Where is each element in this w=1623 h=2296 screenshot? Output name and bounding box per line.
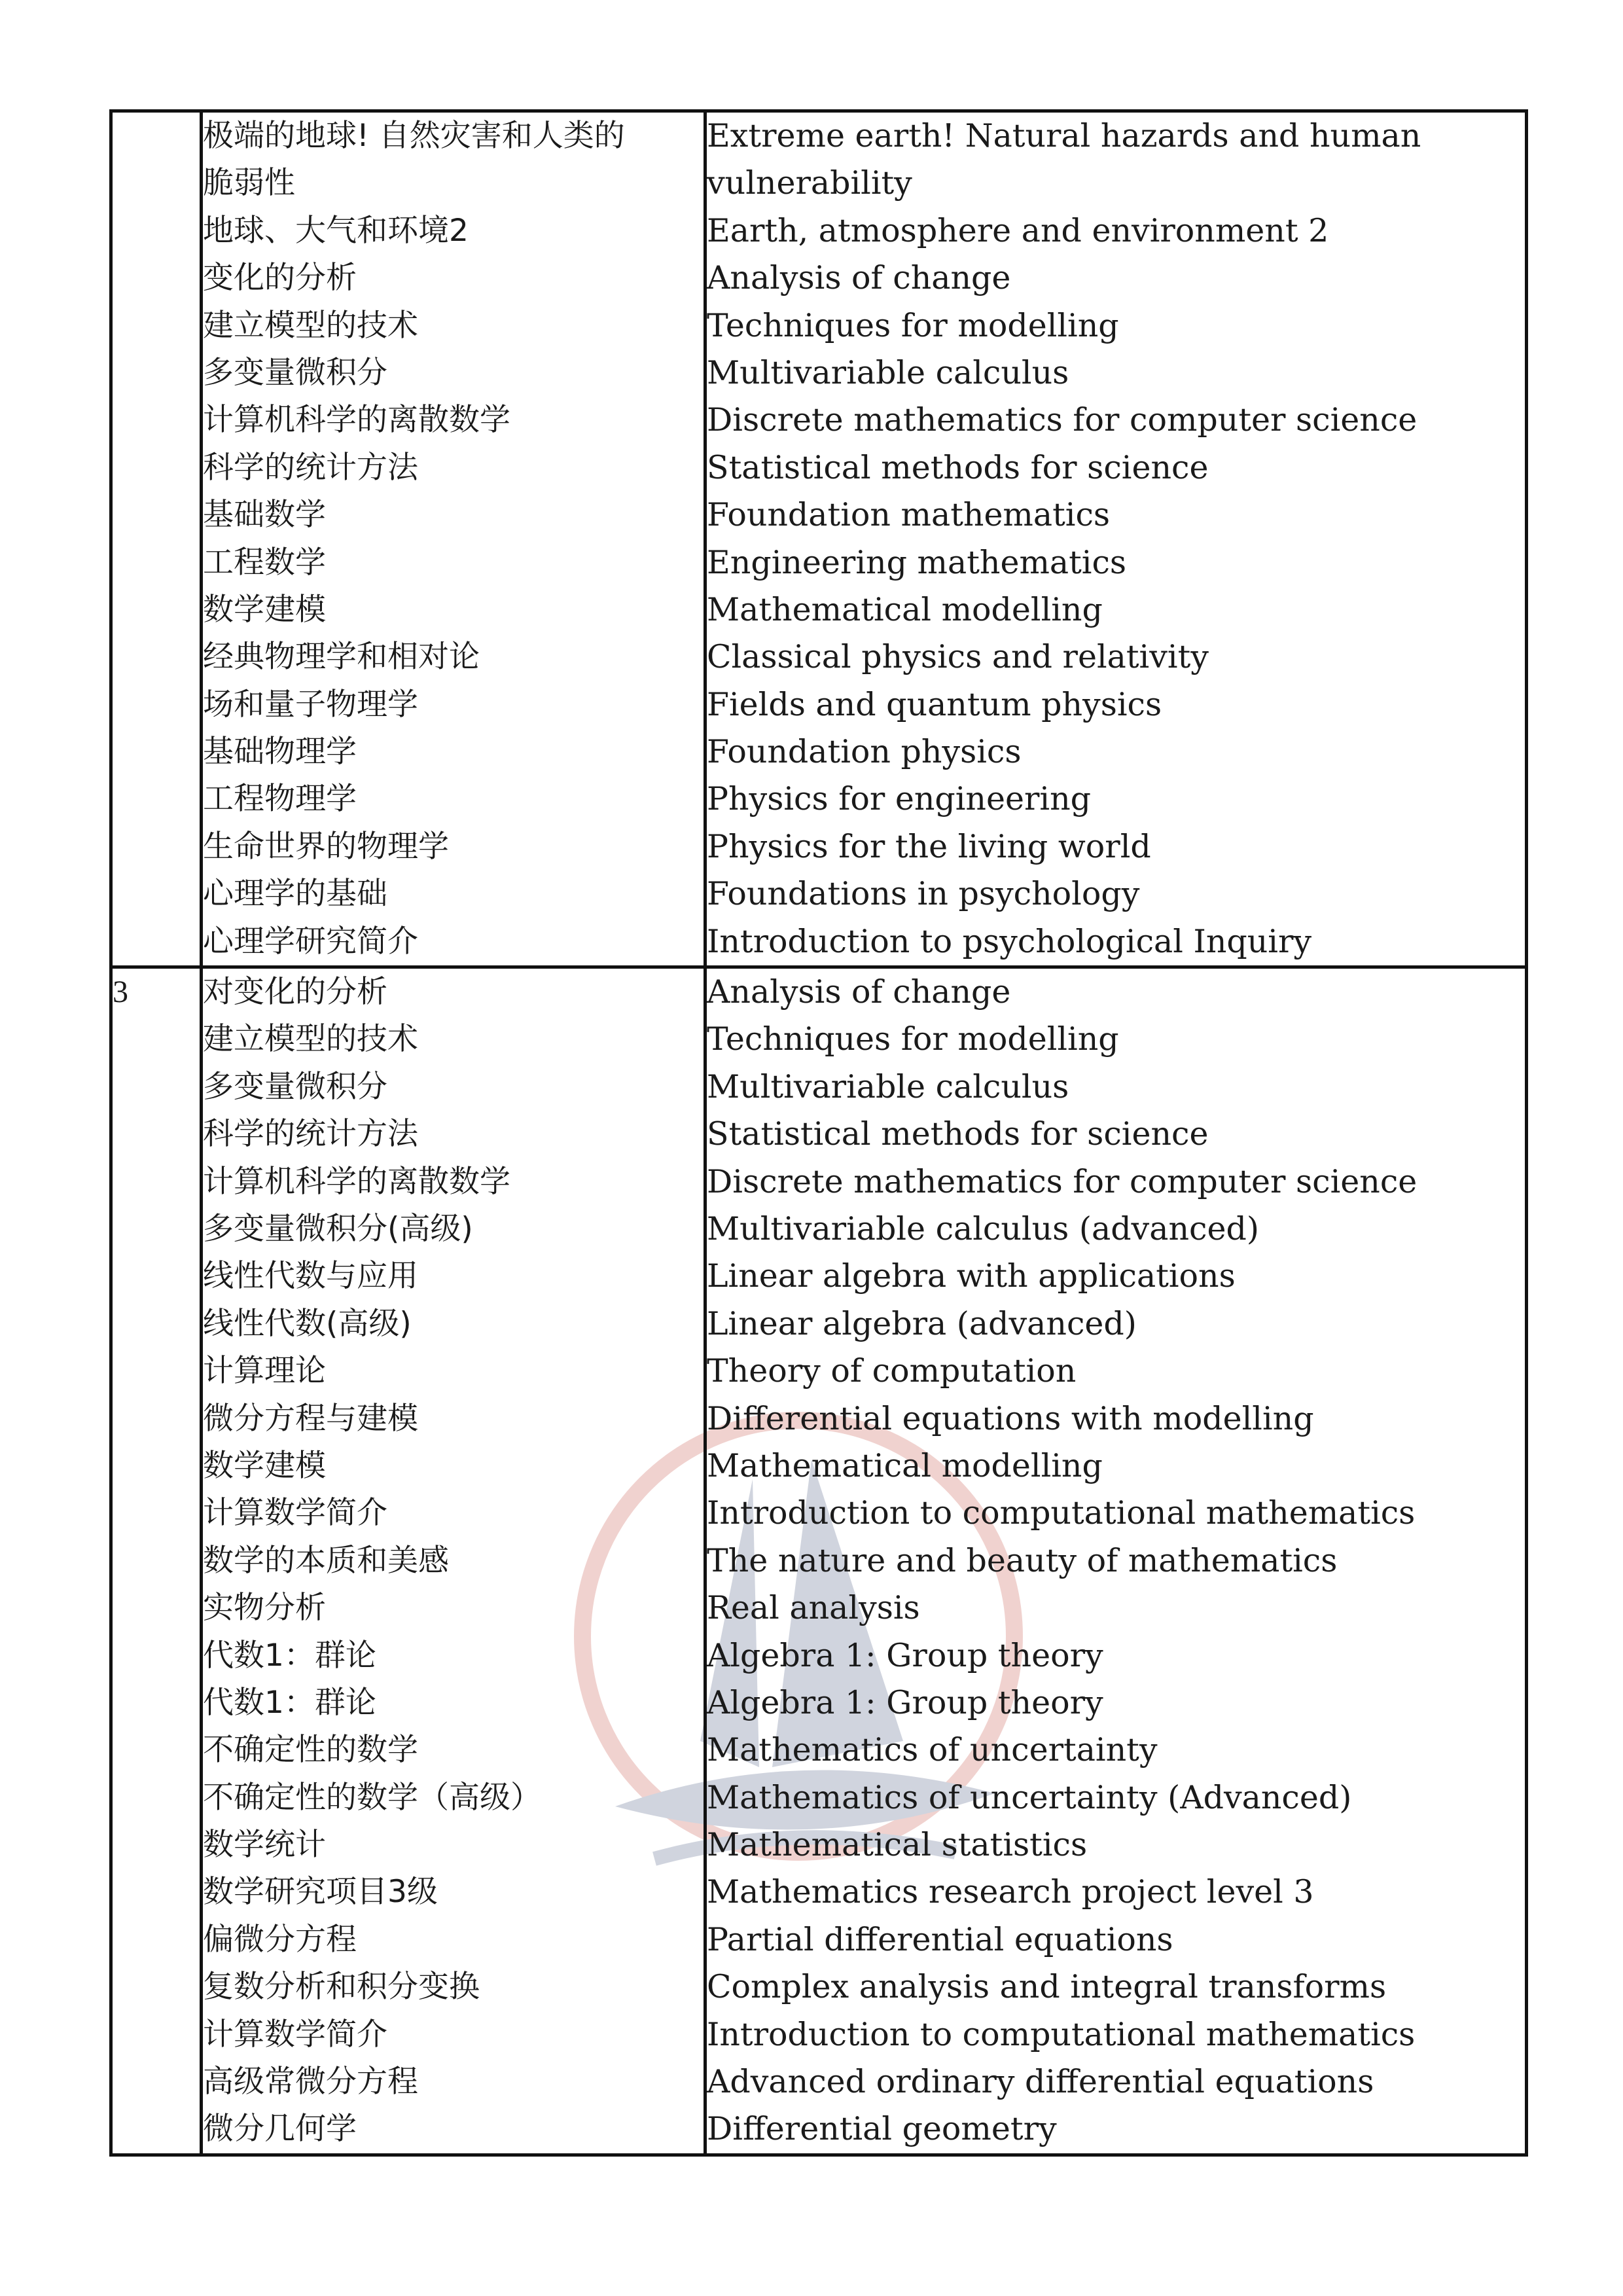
- chinese-course-name: 高级常微分方程: [203, 2064, 418, 2100]
- english-course-name: Fields and quantum physics: [707, 685, 1162, 723]
- english-course-name: Partial differential equations: [707, 1920, 1173, 1958]
- english-course-name: Linear algebra (advanced): [707, 1304, 1137, 1342]
- chinese-course-name: 计算理论: [203, 1353, 326, 1390]
- english-course-name: Mathematics of uncertainty: [707, 1731, 1158, 1769]
- chinese-course-name: 数学研究项目3级: [203, 1874, 438, 1910]
- chinese-course-name: 多变量微积分(高级): [203, 1210, 473, 1247]
- chinese-course-name: 数学统计: [203, 1827, 326, 1863]
- chinese-course-name: 线性代数与应用: [203, 1258, 418, 1295]
- chinese-course-name: 多变量微积分: [203, 1068, 387, 1105]
- english-course-cell: [705, 111, 1527, 967]
- table-row: [111, 967, 1527, 2155]
- level-cell: 3: [111, 967, 202, 2155]
- english-course-name: Foundations in psychology: [707, 875, 1140, 913]
- chinese-course-cell: [202, 967, 705, 2155]
- english-course-name: Foundation physics: [707, 733, 1022, 771]
- english-course-name: Techniques for modelling: [707, 1020, 1119, 1058]
- chinese-course-name: 科学的统计方法: [203, 1116, 418, 1153]
- chinese-course-name: 微分几何学: [203, 2111, 357, 2147]
- course-table: [109, 109, 1528, 2157]
- chinese-course-name: 场和量子物理学: [203, 686, 418, 723]
- english-course-name: The nature and beauty of mathematics: [707, 1541, 1338, 1579]
- english-course-name: Discrete mathematics for computer science: [707, 401, 1418, 439]
- chinese-course-name: 基础物理学: [203, 734, 357, 770]
- english-course-cell: [705, 967, 1527, 2155]
- english-course-name: Advanced ordinary differential equations: [707, 2063, 1374, 2101]
- english-course-name: Complex analysis and integral transforms: [707, 1968, 1387, 2006]
- english-course-name: Multivariable calculus: [707, 353, 1069, 391]
- english-course-name: Engineering mathematics: [707, 543, 1127, 581]
- chinese-course-name: 偏微分方程: [203, 1921, 357, 1958]
- english-course-name: Statistical methods for science: [707, 1115, 1209, 1153]
- english-course-name: Introduction to psychological Inquiry: [707, 922, 1312, 960]
- english-course-name: Algebra 1: Group theory: [707, 1683, 1103, 1721]
- english-course-name: Classical physics and relativity: [707, 638, 1209, 676]
- english-course-name: Mathematical statistics: [707, 1826, 1088, 1864]
- english-course-name: Techniques for modelling: [707, 306, 1119, 344]
- english-course-name: Multivariable calculus (advanced): [707, 1210, 1259, 1247]
- chinese-course-name: 地球、大气和环境2: [203, 212, 469, 249]
- chinese-course-name: 线性代数(高级): [203, 1305, 412, 1342]
- chinese-course-name: 计算机科学的离散数学: [203, 1163, 510, 1200]
- english-course-name: Differential geometry: [707, 2110, 1057, 2148]
- level-cell: [111, 111, 202, 967]
- chinese-course-name: 心理学的基础: [203, 876, 387, 912]
- chinese-course-name: 不确定性的数学: [203, 1732, 418, 1768]
- chinese-course-name: 极端的地球! 自然灾害和人类的: [203, 118, 625, 154]
- chinese-course-name: 复数分析和积分变换: [203, 1969, 480, 2005]
- course-table-body: [111, 111, 1527, 2155]
- chinese-course-name: 变化的分析: [203, 260, 357, 296]
- english-course-name: Differential equations with modelling: [707, 1399, 1314, 1437]
- english-course-name: Physics for the living world: [707, 827, 1151, 865]
- chinese-course-name: 工程物理学: [203, 781, 357, 817]
- table-row: [111, 111, 1527, 967]
- chinese-course-name: 生命世界的物理学: [203, 828, 449, 865]
- english-course-name: Physics for engineering: [707, 780, 1091, 818]
- english-course-name: Theory of computation: [707, 1352, 1077, 1390]
- english-course-name: Introduction to computational mathematics: [707, 1494, 1416, 1532]
- chinese-course-name: 心理学研究简介: [203, 923, 418, 960]
- english-course-name: Algebra 1: Group theory: [707, 1636, 1103, 1674]
- chinese-course-name: 经典物理学和相对论: [203, 639, 480, 675]
- english-course-name: Foundation mathematics: [707, 496, 1111, 534]
- chinese-course-name: 代数1：群论: [203, 1637, 376, 1674]
- chinese-course-name: 微分方程与建模: [203, 1400, 418, 1437]
- english-course-name: Discrete mathematics for computer science: [707, 1162, 1418, 1200]
- chinese-course-name: 对变化的分析: [203, 974, 387, 1011]
- chinese-course-name: 科学的统计方法: [203, 449, 418, 486]
- chinese-course-name: 脆弱性: [203, 165, 295, 202]
- english-course-name: Mathematical modelling: [707, 1446, 1103, 1484]
- chinese-course-name: 数学建模: [203, 591, 326, 628]
- english-course-name: Mathematics research project level 3: [707, 1873, 1314, 1911]
- chinese-course-name: 计算数学简介: [203, 2016, 387, 2053]
- english-course-name: Real analysis: [707, 1589, 920, 1627]
- english-course-name: Analysis of change: [707, 973, 1011, 1011]
- chinese-course-name: 计算机科学的离散数学: [203, 402, 510, 439]
- chinese-course-name: 建立模型的技术: [203, 1021, 418, 1058]
- chinese-course-name: 基础数学: [203, 497, 326, 533]
- chinese-course-name: 不确定性的数学（高级）: [203, 1779, 541, 1816]
- chinese-course-name: 代数1：群论: [203, 1684, 376, 1721]
- english-course-name: Earth, atmosphere and environment 2: [707, 211, 1329, 249]
- chinese-course-name: 建立模型的技术: [203, 307, 418, 344]
- chinese-course-name: 数学建模: [203, 1447, 326, 1484]
- chinese-course-name: 数学的本质和美感: [203, 1542, 449, 1579]
- english-course-name: Introduction to computational mathematics: [707, 2015, 1416, 2053]
- english-course-name: Linear algebra with applications: [707, 1257, 1236, 1295]
- chinese-course-name: 工程数学: [203, 544, 326, 581]
- english-course-name: Mathematical modelling: [707, 590, 1103, 628]
- english-course-name: vulnerability: [707, 164, 912, 202]
- chinese-course-cell: [202, 111, 705, 967]
- chinese-course-name: 计算数学简介: [203, 1495, 387, 1532]
- english-course-name: Extreme earth! Natural hazards and human: [707, 117, 1421, 154]
- english-course-name: Mathematics of uncertainty (Advanced): [707, 1778, 1352, 1816]
- english-course-name: Multivariable calculus: [707, 1067, 1069, 1105]
- english-course-name: Analysis of change: [707, 259, 1011, 297]
- chinese-course-name: 实物分析: [203, 1590, 326, 1626]
- english-course-name: Statistical methods for science: [707, 448, 1209, 486]
- chinese-course-name: 多变量微积分: [203, 354, 387, 391]
